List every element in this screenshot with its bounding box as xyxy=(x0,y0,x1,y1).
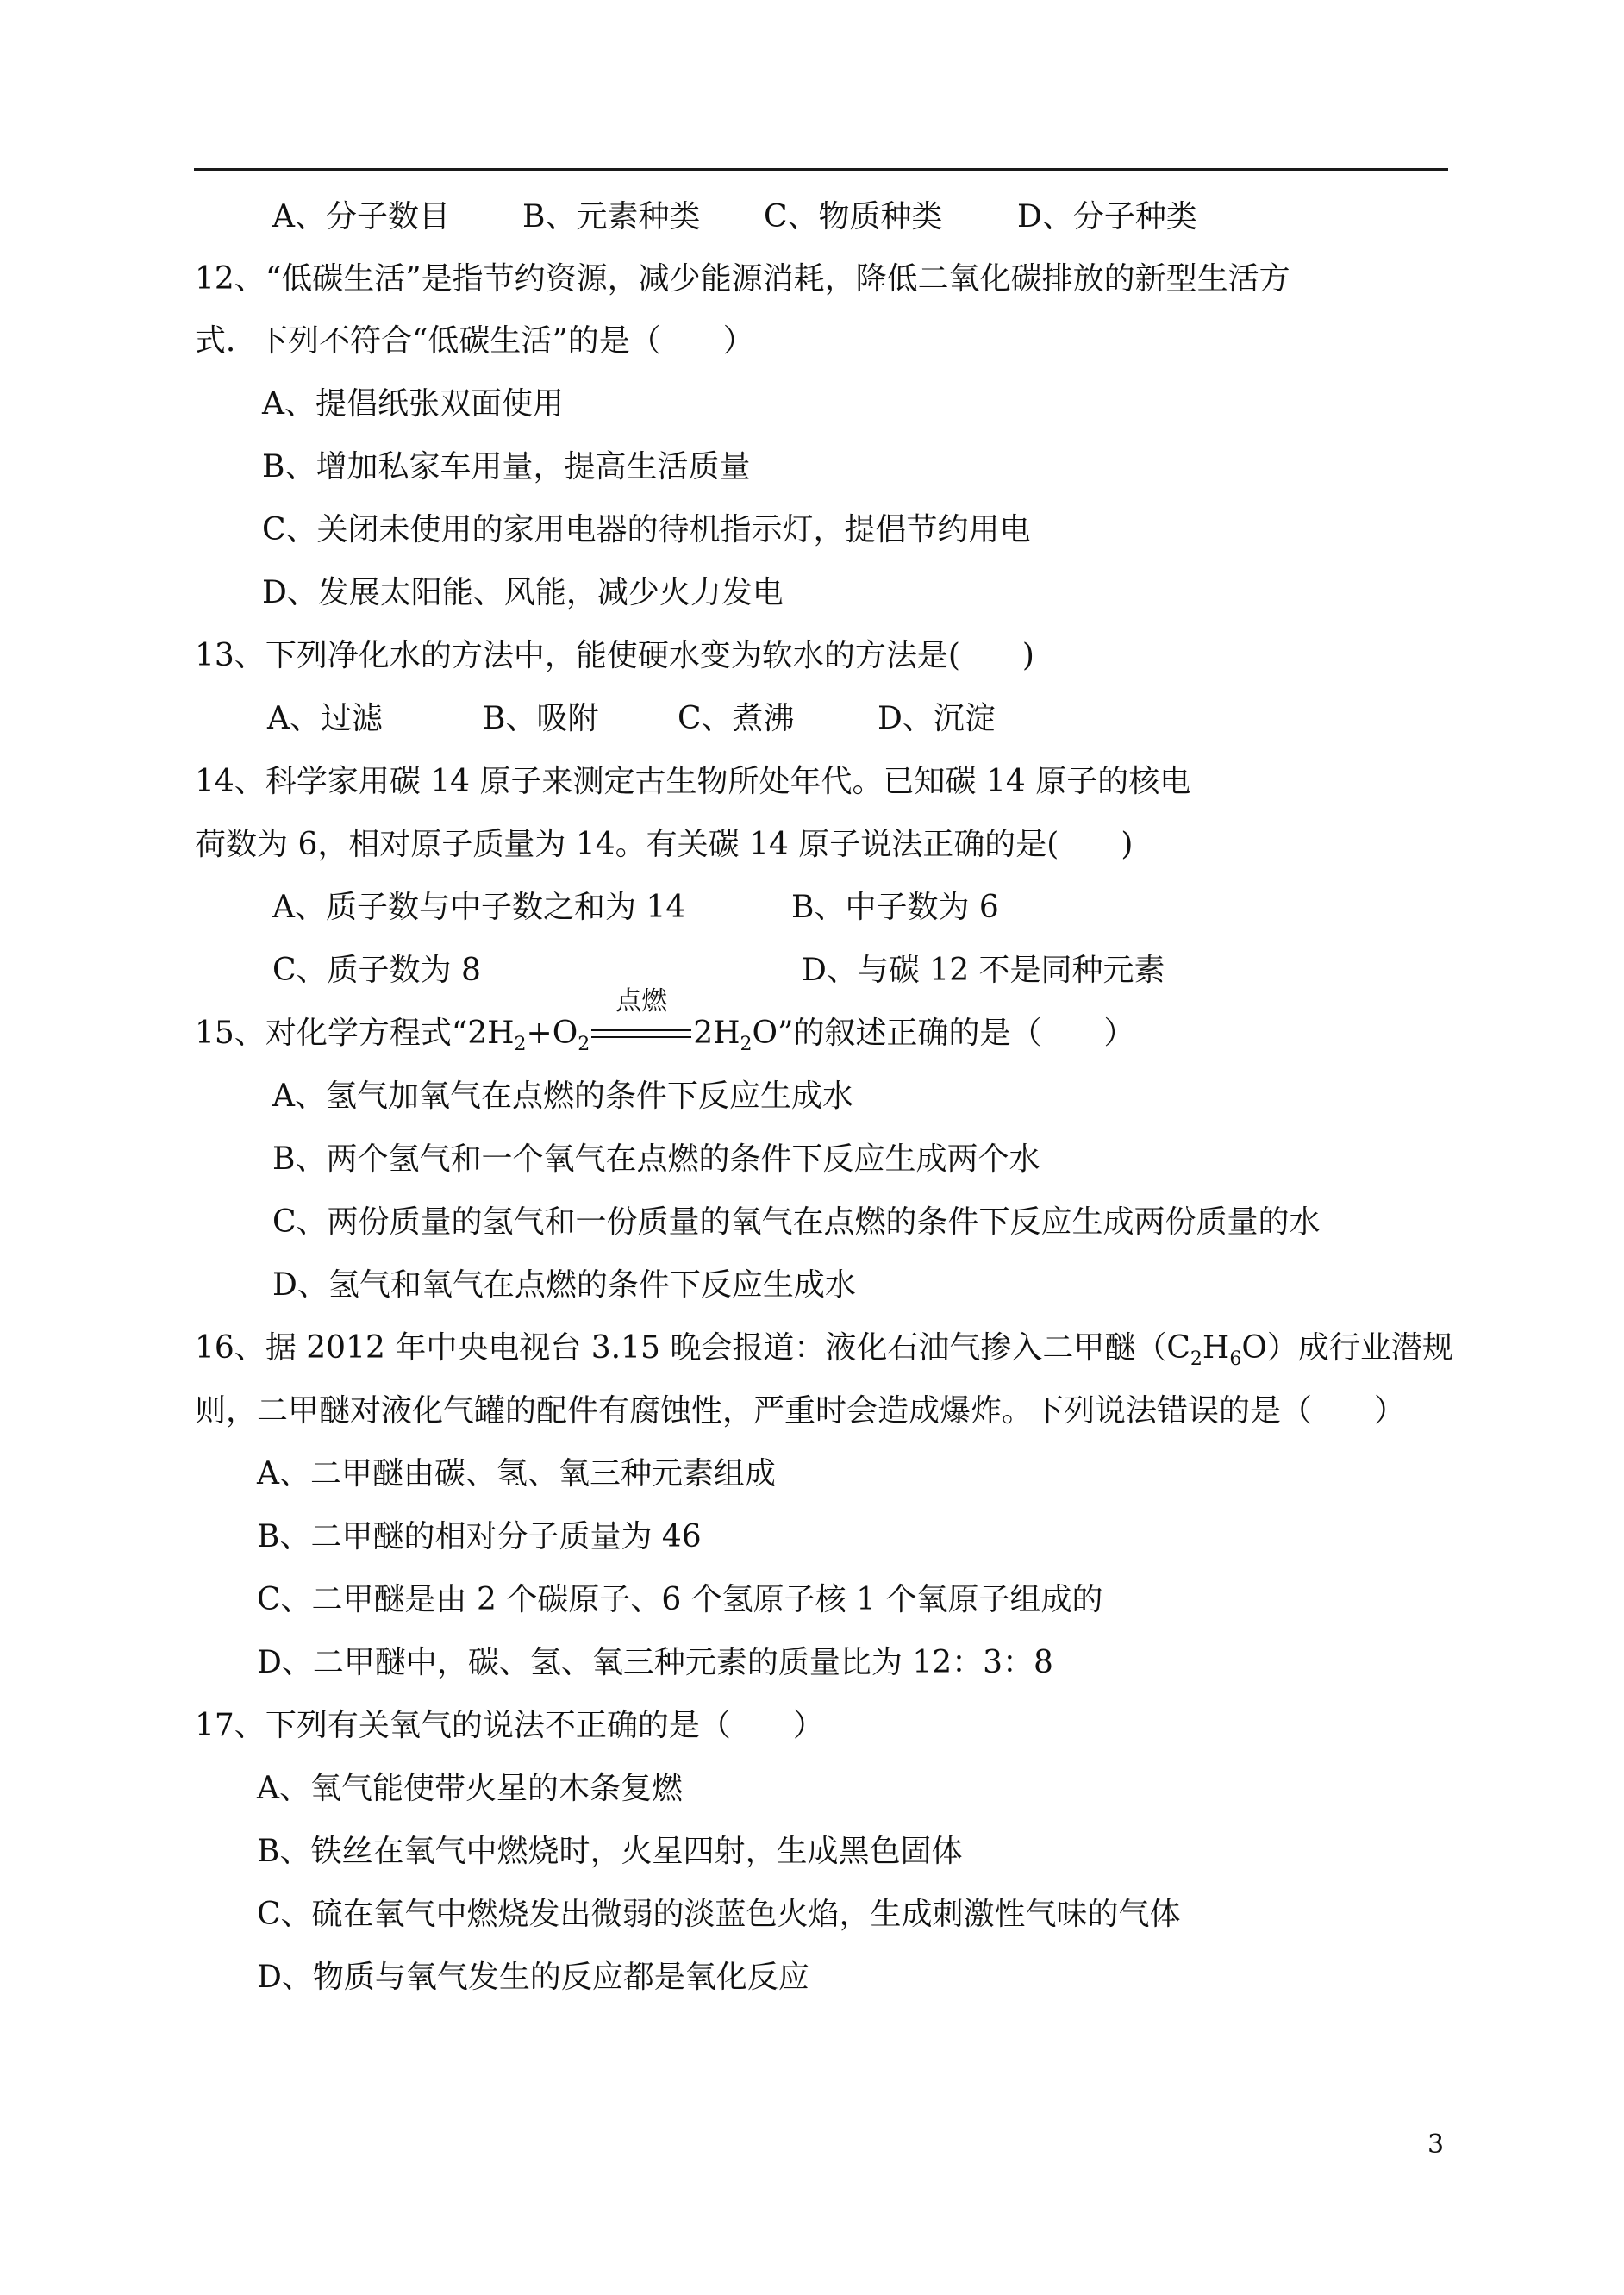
q13-text: 下列净化水的方法中，能使硬水变为软水的方法是( ) xyxy=(265,638,1034,673)
page-number: 3 xyxy=(1427,2129,1445,2160)
q13-number: 13、 xyxy=(195,638,265,673)
q17-option-d: D、物质与氧气发生的反应都是氧化反应 xyxy=(257,1960,809,1995)
q12-stem-line2: 式．下列不符合“低碳生活”的是（ ） xyxy=(195,323,754,359)
q11-option-b: B、元素种类 xyxy=(522,199,701,235)
header-rule xyxy=(194,168,1448,171)
q15-text-before: 对化学方程式“ xyxy=(265,1016,468,1051)
q14-options-row2 xyxy=(0,952,1624,990)
q15-option-a: A、氢气加氧气在点燃的条件下反应生成水 xyxy=(272,1079,853,1114)
q14-option-a: A、质子数与中子数之和为 14 xyxy=(272,890,686,925)
q12-text-line1: “低碳生活”是指节约资源，减少能源消耗，降低二氧化碳排放的新型生活方 xyxy=(265,261,1290,297)
q16-text-line1-a: 据 2012 年中央电视台 3.15 晚会报道：液化石油气掺入二甲醚（C xyxy=(265,1330,1190,1366)
q16-option-b: B、二甲醚的相对分子质量为 46 xyxy=(257,1519,702,1554)
q13-stem xyxy=(195,637,1034,675)
q16-option-d: D、二甲醚中，碳、氢、氧三种元素的质量比为 12：3：8 xyxy=(257,1645,1053,1680)
q17-number: 17、 xyxy=(195,1708,265,1743)
q16-stem-line1: 16、据 2012 年中央电视台 3.15 晚会报道：液化石油气掺入二甲醚$(C_2H_6O)$成行业潜规 xyxy=(195,1330,1453,1371)
q13-option-c: C、煮沸 xyxy=(678,701,795,736)
q11-option-c: C、物质种类 xyxy=(764,199,943,235)
q12-option-c: C、关闭未使用的家用电器的待机指示灯，提倡节约用电 xyxy=(262,512,1031,547)
q14-text-line1: 科学家用碳 14 原子来测定古生物所处年代。已知碳 14 原子的核电 xyxy=(265,764,1191,799)
q14-option-d: D、与碳 12 不是同种元素 xyxy=(802,953,1165,988)
equals-bars xyxy=(591,1029,691,1038)
q17-option-b: B、铁丝在氧气中燃烧时，火星四射，生成黑色固体 xyxy=(257,1834,963,1869)
q11-option-d: D、分子种类 xyxy=(1017,199,1197,235)
q16-text-line1-b: O）成行业潜规 xyxy=(1241,1330,1453,1366)
q12-option-d: D、发展太阳能、风能，减少火力发电 xyxy=(262,575,784,610)
q14-option-c: C、质子数为 8 xyxy=(272,953,481,988)
q14-number: 14、 xyxy=(195,764,265,799)
q16-stem-line2: 则，二甲醚对液化气罐的配件有腐蚀性，严重时会造成爆炸。下列说法错误的是（ ） xyxy=(195,1393,1406,1429)
reaction-arrow xyxy=(590,986,693,1053)
q15-text-after: ”的叙述正确的是（ ） xyxy=(778,1016,1135,1051)
q15-option-c: C、两份质量的氢气和一份质量的氧气在点燃的条件下反应生成两份质量的水 xyxy=(272,1204,1321,1240)
q14-options-row1 xyxy=(0,889,1624,927)
q14-stem-line2: 荷数为 6，相对原子质量为 14。有关碳 14 原子说法正确的是( ) xyxy=(195,827,1134,862)
q11-option-a: A、分子数目 xyxy=(272,199,450,235)
q17-option-a: A、氧气能使带火星的木条复燃 xyxy=(257,1771,683,1806)
q13-options xyxy=(0,700,1624,738)
q15-option-b: B、两个氢气和一个氧气在点燃的条件下反应生成两个水 xyxy=(272,1141,1040,1177)
q12-option-b: B、增加私家车用量，提高生活质量 xyxy=(262,449,751,485)
q16-option-a: A、二甲醚由碳、氢、氧三种元素组成 xyxy=(257,1456,776,1491)
q13-option-a: A、过滤 xyxy=(267,701,383,736)
q15-stem xyxy=(195,986,1135,1056)
reaction-condition: 点燃 xyxy=(615,986,668,1016)
q12-number: 12、 xyxy=(195,261,265,297)
q15-option-d: D、氢气和氧气在点燃的条件下反应生成水 xyxy=(272,1267,856,1303)
q14-stem-line1 xyxy=(195,763,1190,801)
q14-option-b: B、中子数为 6 xyxy=(791,890,999,925)
q17-stem xyxy=(195,1707,824,1745)
q12-option-a: A、提倡纸张双面使用 xyxy=(262,386,564,422)
q15-number: 15、 xyxy=(195,1016,265,1051)
q13-option-b: B、吸附 xyxy=(483,701,599,736)
q13-option-d: D、沉淀 xyxy=(878,701,996,736)
q16-number: 16、 xyxy=(195,1330,265,1366)
q17-text: 下列有关氧气的说法不正确的是（ ） xyxy=(265,1708,824,1743)
q16-option-c: C、二甲醚是由 2 个碳原子、6 个氢原子核 1 个氧原子组成的 xyxy=(257,1582,1103,1617)
q12-stem-line1 xyxy=(195,260,1290,298)
q17-option-c: C、硫在氧气中燃烧发出微弱的淡蓝色火焰，生成刺激性气味的气体 xyxy=(257,1897,1181,1932)
q11-options xyxy=(0,198,1624,236)
chemical-equation: $2H_2+O_2$ 点燃 $2H_2O$ xyxy=(467,986,778,1056)
